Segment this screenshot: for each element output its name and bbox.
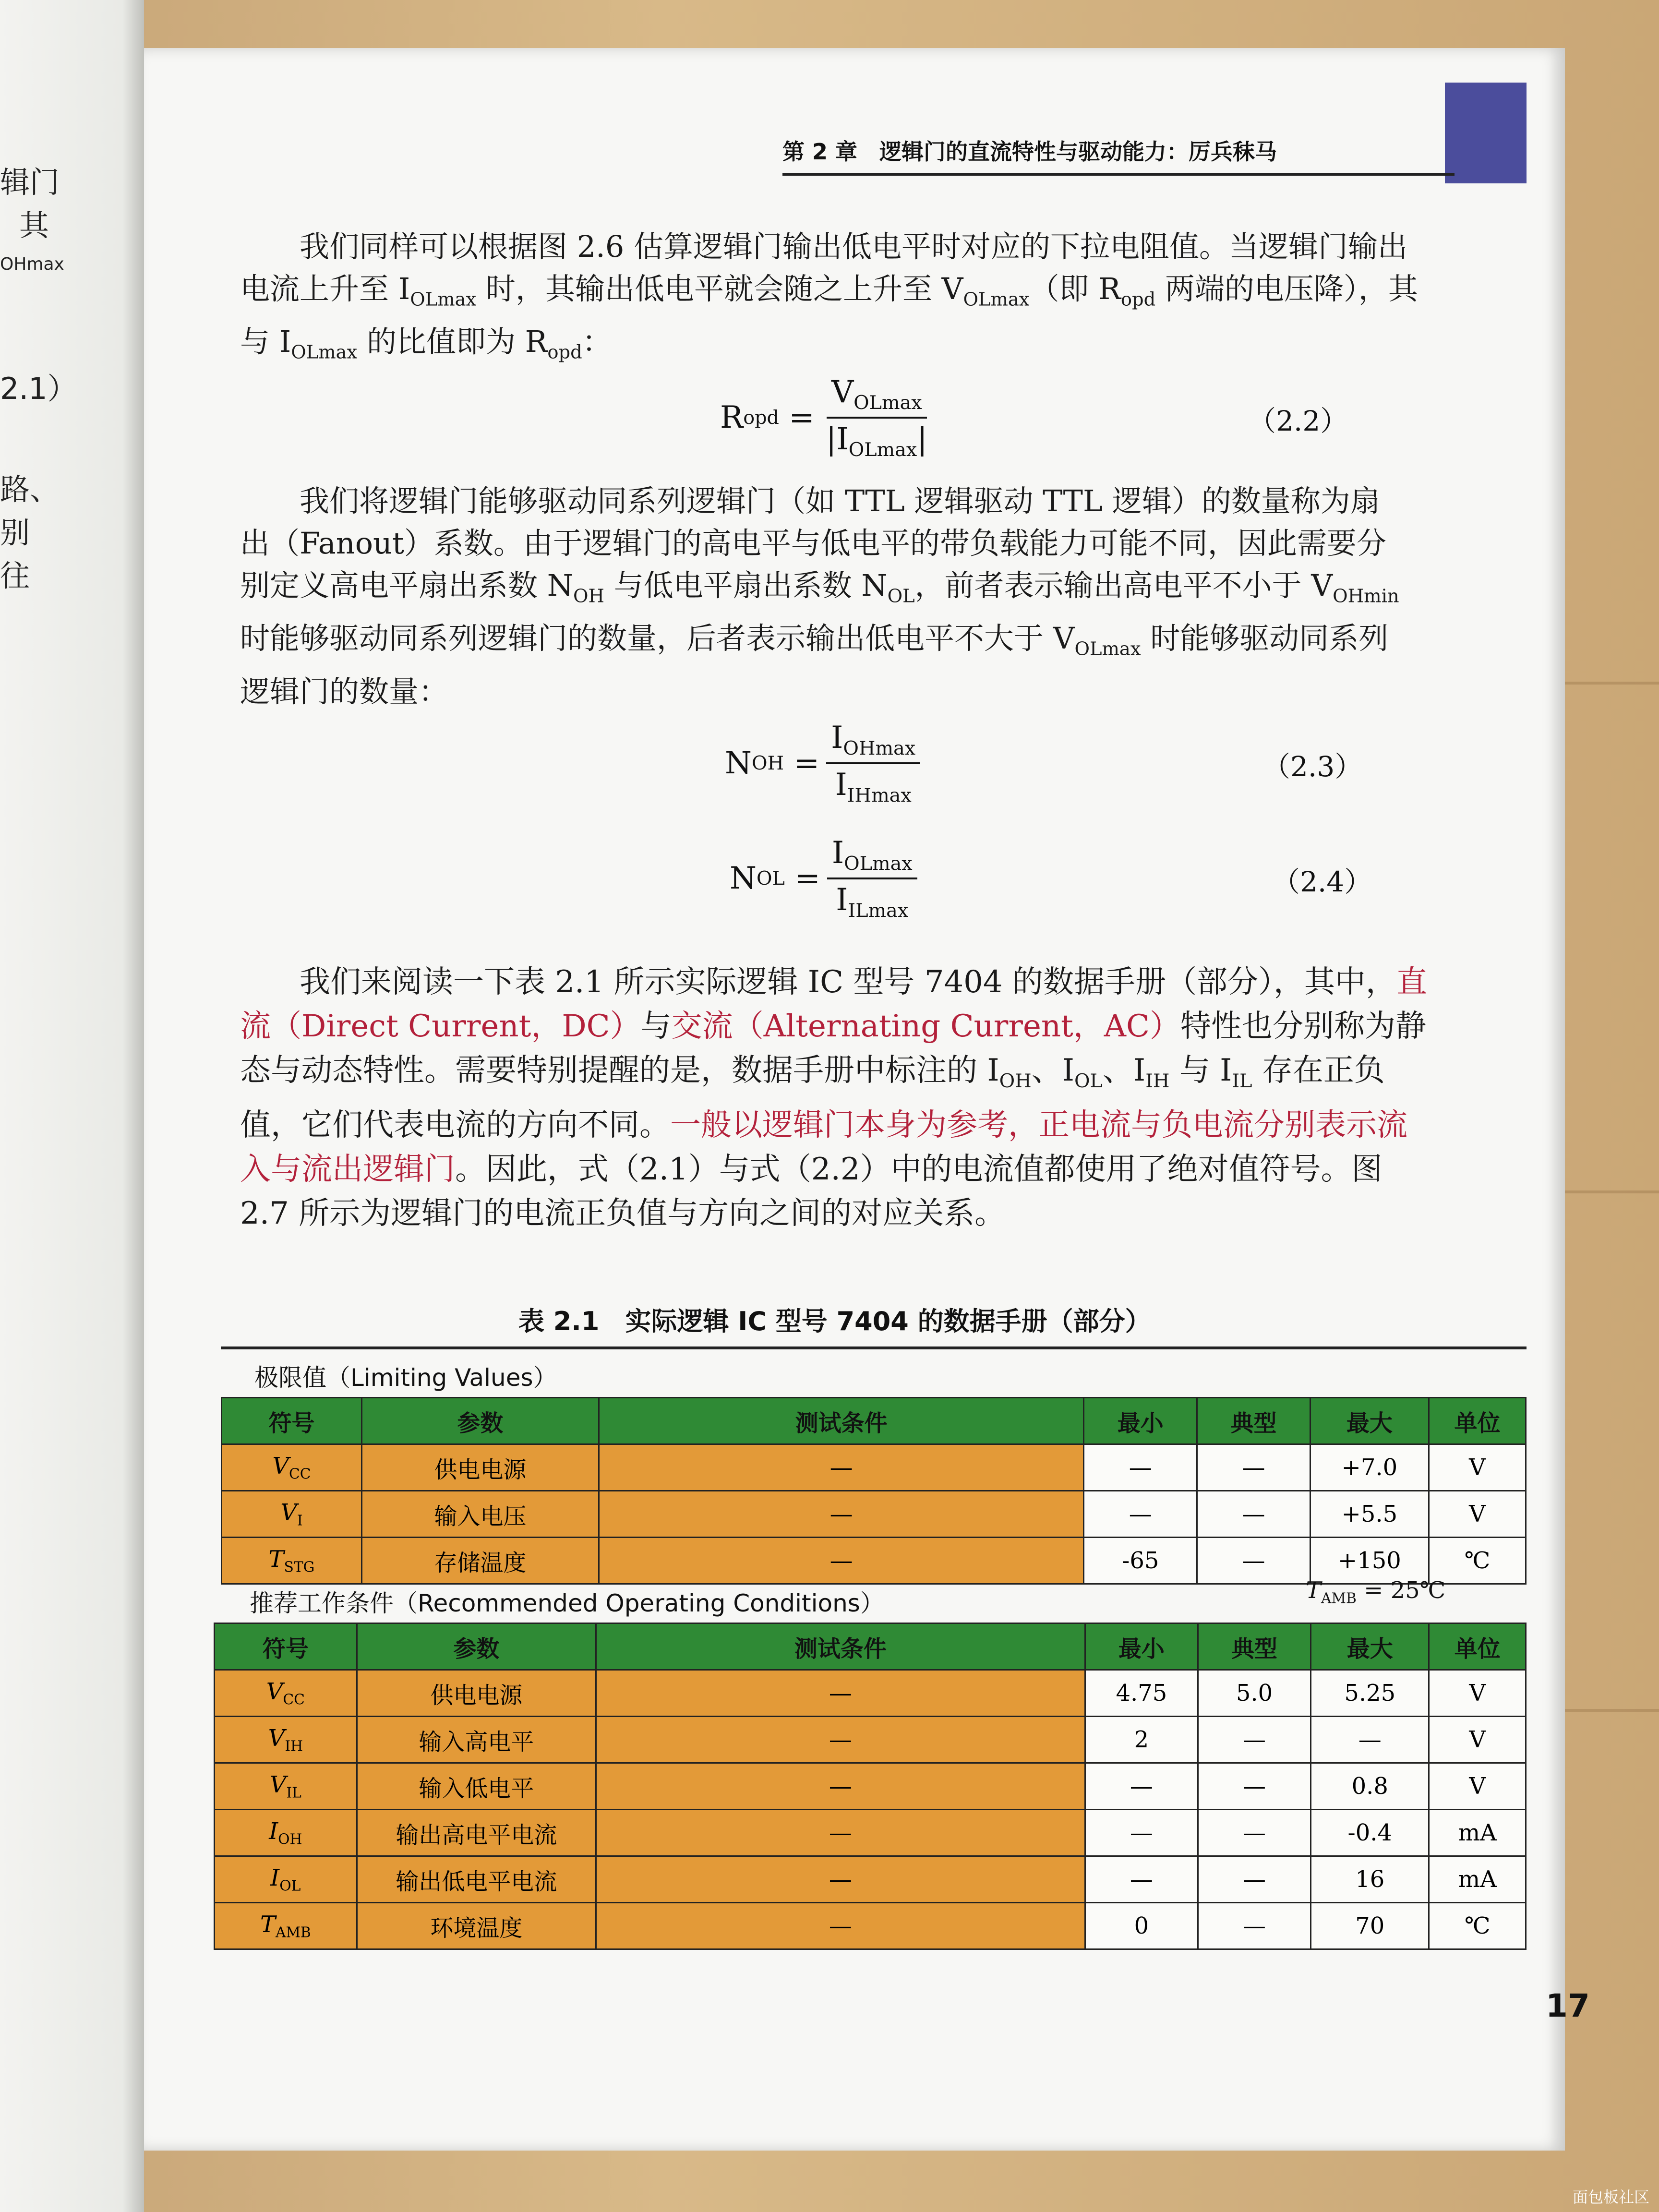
column-header: 最小 [1084, 1398, 1197, 1444]
max-cell: 16 [1311, 1856, 1429, 1903]
text: 其与 I [240, 271, 1418, 360]
typ-cell: — [1197, 1444, 1310, 1491]
max-cell: 70 [1311, 1903, 1429, 1949]
text: 特性也分别称为静态与动态特性。需要特别提醒的是，数据手册中标注的 I [240, 1009, 1426, 1088]
text: ，前者表示输出高电平不小于 V [914, 568, 1333, 603]
symbol: |I [826, 421, 849, 457]
cond-cell: — [596, 1810, 1085, 1856]
subscript: IH [285, 1738, 303, 1755]
typ-cell: 5.0 [1198, 1670, 1310, 1717]
text: 我们同样可以根据图 2.6 估算逻辑门输出低电平时对应的下拉电阻值。当逻辑门输 [300, 229, 1378, 264]
subscript: OL [279, 1877, 301, 1895]
paragraph-3 [240, 960, 1431, 1236]
symbol: I [269, 1817, 278, 1845]
highlight-text: 一般以逻辑门本身为参考，正电流与负电流分别表示流入与流出逻辑门 [240, 1107, 1407, 1187]
param-cell: 供电电源 [357, 1670, 596, 1717]
fraction [827, 835, 917, 922]
column-header: 单位 [1429, 1623, 1526, 1670]
typ-cell: — [1198, 1856, 1310, 1903]
text-line: 我们将逻辑门能够驱动同系列逻辑门（如 TTL 逻辑驱动 TTL 逻辑）的数量称为扇 [300, 483, 1380, 518]
fraction [821, 374, 932, 461]
min-cell: — [1085, 1763, 1198, 1810]
text: 存在正负值，它们代表电流的方向不同。 [240, 1053, 1385, 1143]
typ-cell: — [1197, 1491, 1310, 1538]
text: 与低电平扇出系数 N [604, 568, 888, 603]
paragraph-2 [240, 480, 1431, 713]
text: 时能够驱动同系列 [1141, 621, 1389, 656]
chapter-tab [1445, 83, 1527, 183]
table-top-rule [221, 1346, 1527, 1349]
subscript: IH [1145, 1070, 1170, 1092]
symbol: T [1306, 1577, 1322, 1604]
unit-cell: ℃ [1429, 1538, 1526, 1584]
param-cell: 输出低电平电流 [357, 1856, 596, 1903]
highlight-text: 直流（Direct Current，DC） [240, 964, 1427, 1044]
facing-page [0, 0, 144, 2212]
highlight-text: 交流（Alternating Current，AC） [671, 1009, 1180, 1044]
symbol: N [730, 860, 757, 896]
unit-cell: V [1429, 1763, 1526, 1810]
subscript: OHmax [843, 737, 916, 759]
subscript: OLmax [410, 289, 477, 311]
cond-cell: — [599, 1538, 1083, 1584]
text-line [240, 617, 1431, 670]
unit-cell: V [1429, 1717, 1526, 1763]
subscript: CC [289, 1466, 311, 1483]
facing-text: 其 [19, 208, 49, 243]
typ-cell: — [1198, 1717, 1310, 1763]
limiting-values-title: 极限值（Limiting Values） [254, 1364, 557, 1392]
unit-cell: V [1429, 1670, 1526, 1717]
text-line: 逻辑门的数量： [240, 673, 449, 709]
unit-cell: V [1429, 1491, 1526, 1538]
symbol-cell [215, 1717, 357, 1763]
facing-text: 往 [0, 558, 30, 593]
column-header: 单位 [1429, 1398, 1526, 1444]
recommended-conditions-title: 推荐工作条件（Recommended Operating Conditions） [250, 1589, 884, 1617]
text-line: 出（Fanout）系数。由于逻辑门的高电平与低电平的带负载能力可能不同，因此需要分 [240, 526, 1386, 561]
column-header: 符号 [215, 1623, 357, 1670]
text: 。因此，式（2.1）与式（2.2）中的电流值都使用了绝对值符号。图 2.7 所示为逻辑门的电流正负值与方向之间的对应关系。 [240, 1151, 1382, 1231]
table-row [215, 1856, 1526, 1903]
subscript: OL [1074, 1070, 1103, 1092]
subscript: OH [999, 1070, 1032, 1092]
subscript: OLmax [848, 438, 917, 461]
subscript: AMB [275, 1924, 311, 1941]
min-cell: — [1085, 1810, 1198, 1856]
symbol: V [269, 1771, 287, 1798]
table-header-row [222, 1398, 1526, 1444]
symbol-cell [222, 1538, 362, 1584]
watermark: 面包板社区 [1572, 2188, 1649, 2206]
max-cell: 0.8 [1311, 1763, 1429, 1810]
symbol-cell [215, 1763, 357, 1810]
symbol: R [720, 399, 744, 435]
subscript: OL [887, 585, 915, 607]
column-header: 典型 [1197, 1398, 1310, 1444]
symbol: I [831, 720, 843, 756]
text: 、I [1031, 1053, 1075, 1088]
facing-text: OHmax [0, 254, 64, 274]
table-row [215, 1810, 1526, 1856]
limiting-values-table [221, 1397, 1527, 1585]
facing-text: 别 [0, 515, 30, 550]
unit-cell: V [1429, 1444, 1526, 1491]
column-header: 最大 [1311, 1623, 1429, 1670]
text: 的比值即为 R [357, 324, 548, 360]
equation-number: （2.2） [1248, 405, 1348, 437]
ambient-temperature-note [1306, 1577, 1445, 1607]
fraction [826, 720, 920, 806]
cond-cell: — [596, 1717, 1085, 1763]
text: 时能够驱动同系列逻辑门的数量，后者表示输出低电平不大于 V [240, 621, 1075, 656]
subscript: OLmax [1074, 638, 1141, 660]
column-header: 最大 [1310, 1398, 1429, 1444]
typ-cell: — [1198, 1903, 1310, 1949]
param-cell: 输入电压 [361, 1491, 599, 1538]
equation-2-3: N OH = $\frac{I_{OHmax}}{I_{IHmax}}$ [725, 720, 920, 806]
symbol: V [831, 374, 854, 410]
facing-text: 2.1） [0, 371, 77, 406]
equation-number: （2.3） [1262, 750, 1363, 783]
table-row [215, 1763, 1526, 1810]
table-row [215, 1670, 1526, 1717]
symbol: V [268, 1724, 285, 1752]
table-header-row [215, 1623, 1526, 1670]
subscript: AMB [1321, 1590, 1357, 1607]
subscript: CC [283, 1691, 305, 1708]
symbol-cell [215, 1856, 357, 1903]
column-header: 参数 [361, 1398, 599, 1444]
subscript: opd [743, 406, 779, 429]
min-cell: — [1084, 1444, 1197, 1491]
unit-cell: mA [1429, 1810, 1526, 1856]
subscript: IHmax [847, 784, 912, 806]
symbol: V [266, 1678, 283, 1705]
symbol: I [835, 767, 847, 803]
symbol: V [272, 1452, 289, 1479]
param-cell: 环境温度 [357, 1903, 596, 1949]
book-page [144, 48, 1590, 2151]
facing-text: 辑门 [0, 165, 60, 200]
text-line [240, 565, 1431, 617]
min-cell: 4.75 [1085, 1670, 1198, 1717]
symbol: | [917, 421, 927, 457]
text: 我们来阅读一下表 2.1 所示实际逻辑 IC 型号 7404 的数据手册（部分），其中， [300, 964, 1396, 1000]
cond-cell: — [596, 1670, 1085, 1717]
subscript: opd [547, 341, 582, 363]
unit-cell: ℃ [1429, 1903, 1526, 1949]
symbol: I [831, 835, 844, 871]
symbol-cell [222, 1444, 362, 1491]
param-cell: 输入高电平 [357, 1717, 596, 1763]
subscript: I [297, 1512, 303, 1529]
symbol-cell [215, 1670, 357, 1717]
subscript: OH [573, 585, 604, 607]
typ-cell: — [1198, 1763, 1310, 1810]
text: （即 R [1029, 271, 1121, 306]
table-row [215, 1717, 1526, 1763]
subscript: ILmax [848, 899, 909, 922]
cond-cell: — [596, 1903, 1085, 1949]
recommended-conditions-table [214, 1623, 1527, 1950]
text: 两端的电压降）， [1155, 271, 1388, 306]
max-cell: 5.25 [1311, 1670, 1429, 1717]
column-header: 典型 [1198, 1623, 1310, 1670]
min-cell: 2 [1085, 1717, 1198, 1763]
min-cell: — [1085, 1856, 1198, 1903]
facing-text: 路、 [0, 472, 60, 507]
text: 、I [1102, 1053, 1146, 1088]
max-cell: +5.5 [1310, 1491, 1429, 1538]
equation-2-2: R opd = $\frac{V_{OLmax}}{|I_{OLmax}|}$ [720, 374, 932, 461]
cond-cell: — [596, 1763, 1085, 1810]
typ-cell: — [1198, 1810, 1310, 1856]
page-number: 17 [1546, 1987, 1590, 2024]
subscript: OH [752, 752, 784, 774]
unit-cell: mA [1429, 1856, 1526, 1903]
max-cell: — [1311, 1717, 1429, 1763]
cond-cell: — [596, 1856, 1085, 1903]
subscript: STG [284, 1559, 315, 1576]
symbol-cell [215, 1903, 357, 1949]
param-cell: 输入低电平 [357, 1763, 596, 1810]
table-row [222, 1444, 1526, 1491]
symbol-cell [215, 1810, 357, 1856]
symbol-cell [222, 1491, 362, 1538]
column-header: 测试条件 [596, 1623, 1085, 1670]
text: 出电流上升至 I [240, 229, 1408, 306]
subscript: IL [286, 1784, 301, 1802]
param-cell: 供电电源 [361, 1444, 599, 1491]
min-cell: -65 [1084, 1538, 1197, 1584]
subscript: OLmax [844, 852, 913, 875]
table-row [215, 1903, 1526, 1949]
table-row [222, 1491, 1526, 1538]
column-header: 参数 [357, 1623, 596, 1670]
text: 别定义高电平扇出系数 N [240, 568, 573, 603]
cond-cell: — [599, 1444, 1083, 1491]
column-header: 测试条件 [599, 1398, 1083, 1444]
text: 与 [640, 1009, 672, 1044]
param-cell: 存储温度 [361, 1538, 599, 1584]
symbol: T [268, 1545, 284, 1573]
cond-cell: — [599, 1491, 1083, 1538]
text: 与 I [1169, 1053, 1232, 1088]
equation-2-4: N OL = $\frac{I_{OLmax}}{I_{ILmax}}$ [730, 835, 917, 922]
subscript: OH [278, 1831, 302, 1848]
subscript: OLmax [854, 391, 922, 414]
max-cell: -0.4 [1311, 1810, 1429, 1856]
min-cell: — [1084, 1491, 1197, 1538]
subscript: IL [1232, 1070, 1252, 1092]
symbol: T [260, 1911, 276, 1938]
symbol: I [836, 882, 848, 918]
typ-cell: — [1197, 1538, 1310, 1584]
equation-number: （2.4） [1272, 866, 1372, 898]
symbol: V [280, 1499, 297, 1526]
table-caption: 表 2.1 实际逻辑 IC 型号 7404 的数据手册（部分） [518, 1306, 1151, 1336]
text: ： [582, 324, 612, 360]
subscript: opd [1120, 289, 1156, 311]
column-header: 最小 [1085, 1623, 1198, 1670]
text: = 25℃ [1356, 1577, 1446, 1604]
param-cell: 输出高电平电流 [357, 1810, 596, 1856]
subscript: OLmax [291, 341, 358, 363]
subscript: OHmin [1333, 585, 1399, 607]
running-header: 第 2 章 逻辑门的直流特性与驱动能力：厉兵秣马 [782, 134, 1455, 176]
column-header: 符号 [222, 1398, 362, 1444]
subscript: OLmax [963, 289, 1030, 311]
text: 时，其输出低电平就会随之上升至 V [476, 271, 963, 306]
paragraph-1 [240, 226, 1431, 374]
symbol: N [725, 745, 752, 781]
symbol: I [270, 1864, 280, 1891]
max-cell: +150 [1310, 1538, 1429, 1584]
max-cell: +7.0 [1310, 1444, 1429, 1491]
subscript: OL [757, 867, 785, 890]
min-cell: 0 [1085, 1903, 1198, 1949]
